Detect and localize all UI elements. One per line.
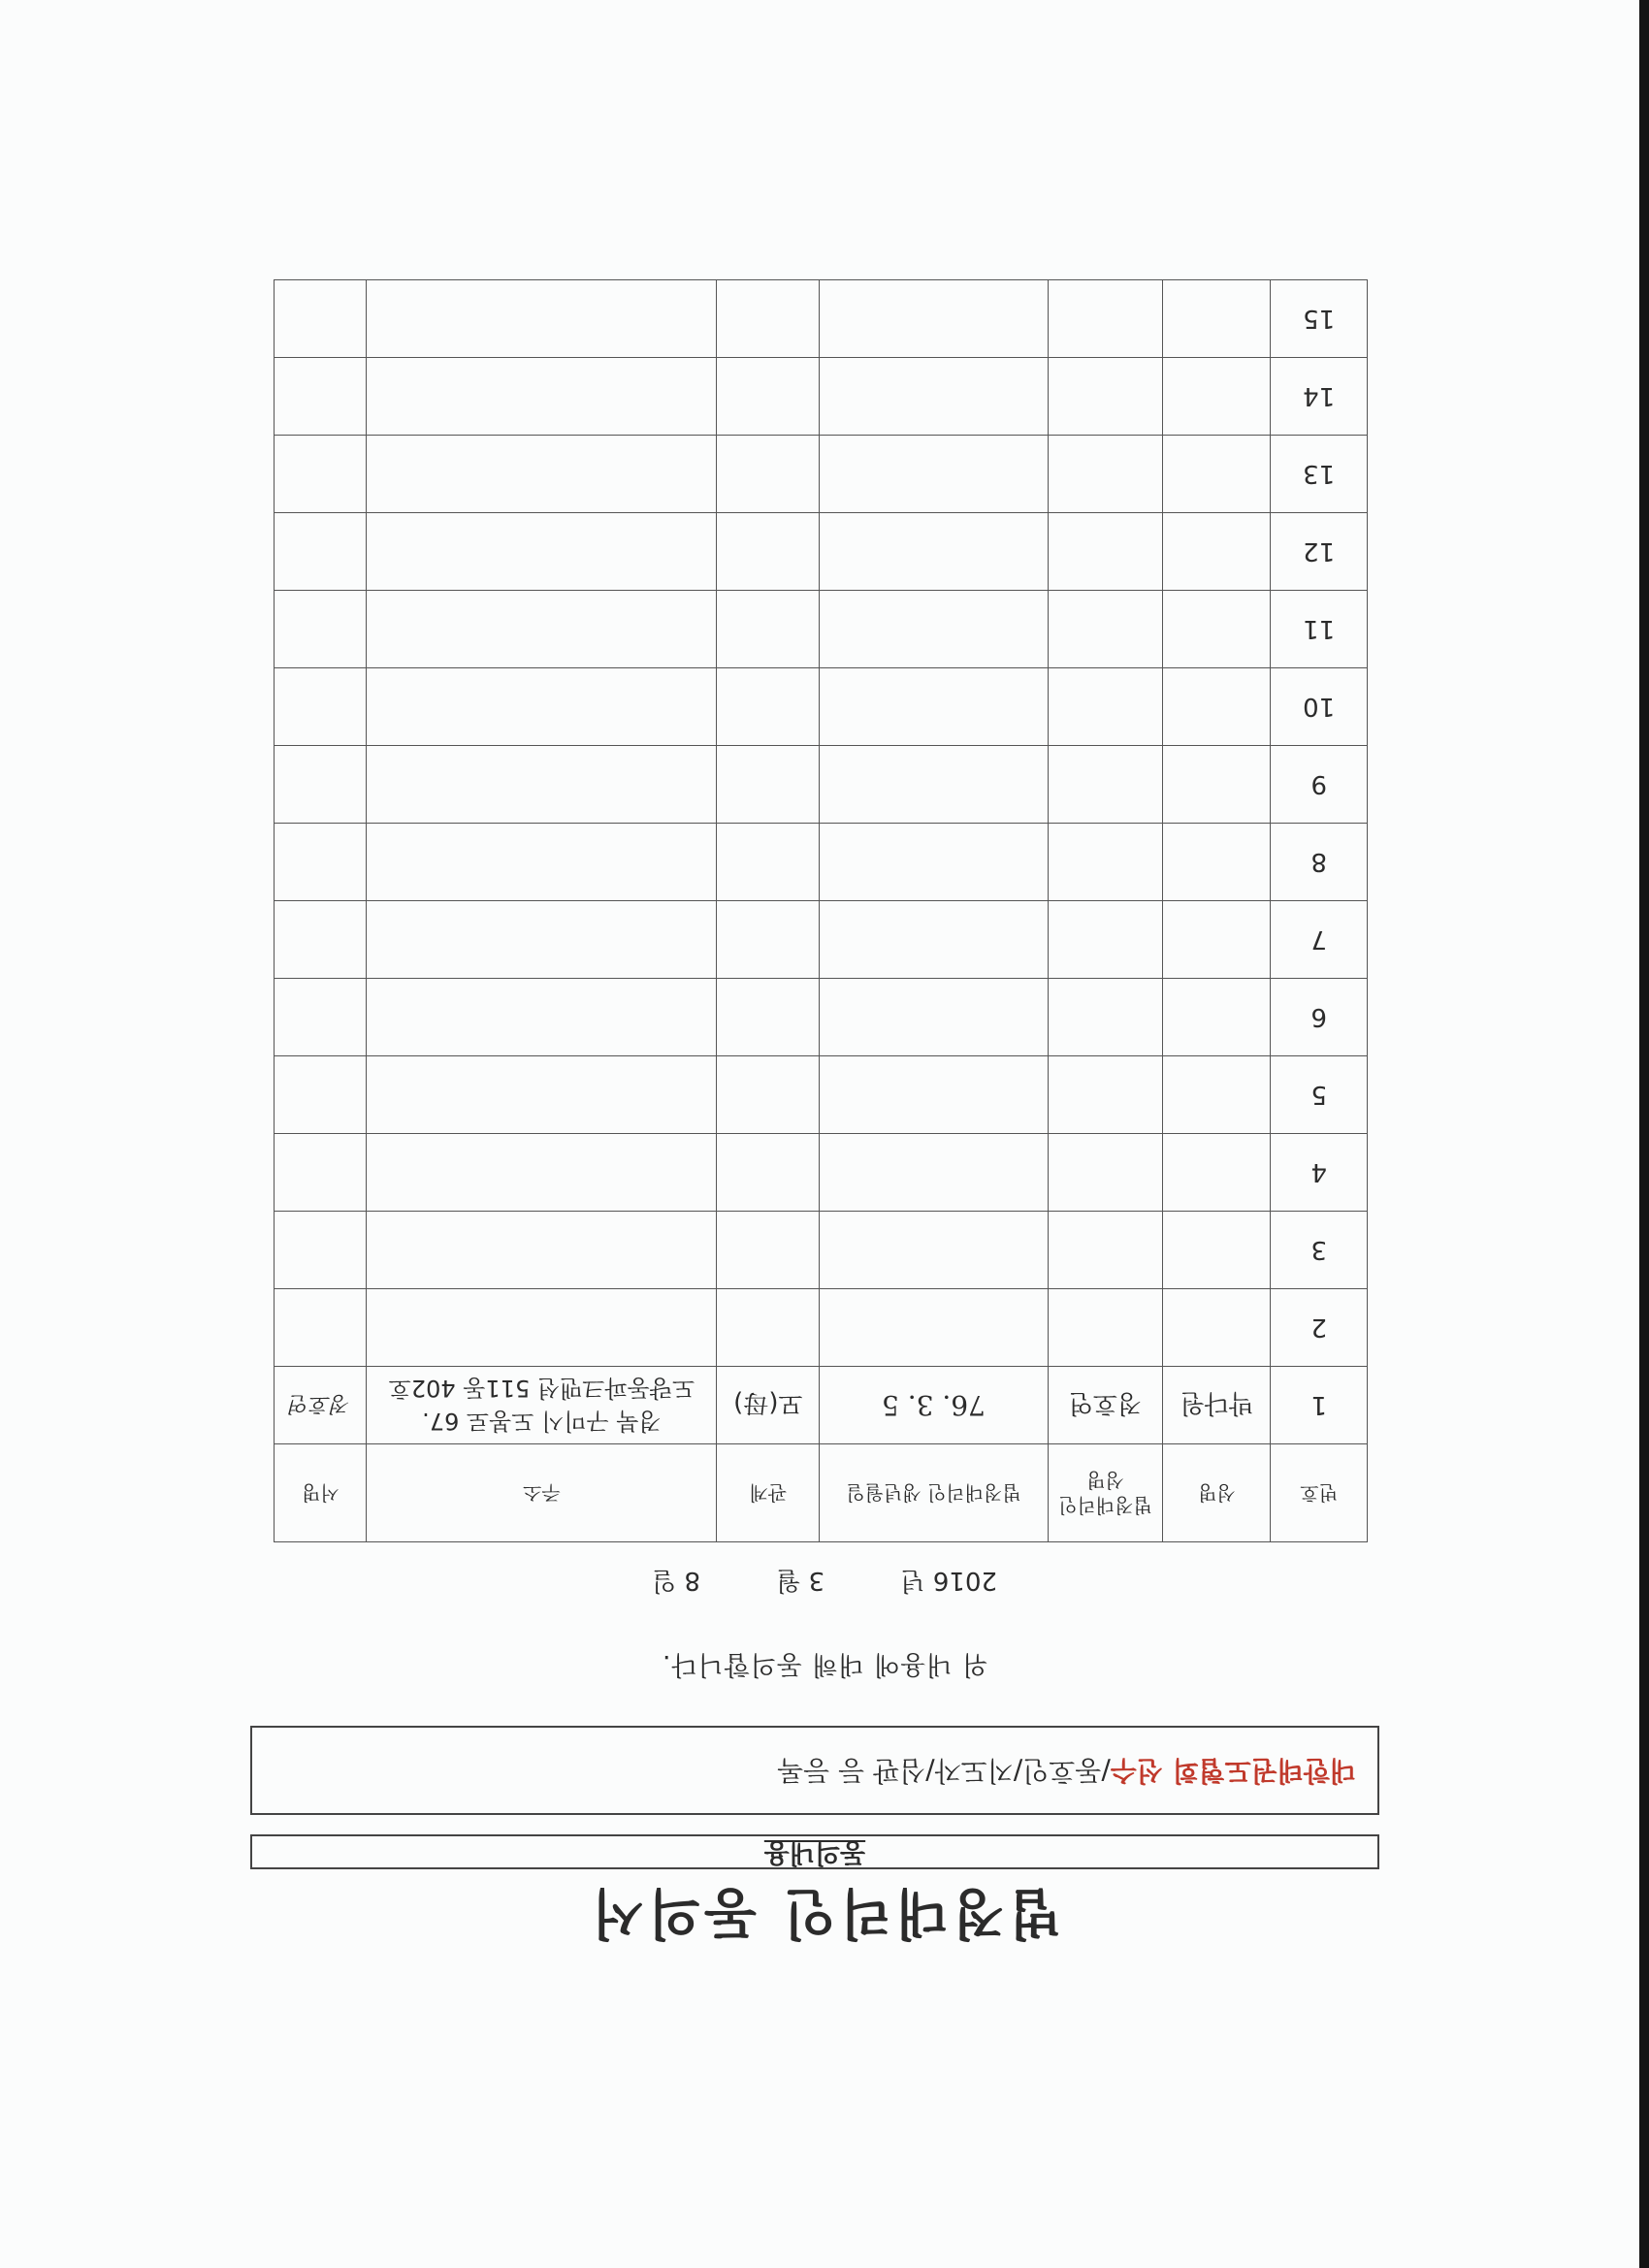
cell-no: 9 [1271, 746, 1368, 824]
cell-relation [717, 668, 820, 746]
cell-guardian-name [1048, 979, 1163, 1056]
cell-name [1163, 1212, 1271, 1289]
handwritten-signature: 정호연 [289, 1391, 352, 1415]
cell-guardian-name [1048, 1056, 1163, 1134]
cell-relation [717, 358, 820, 436]
consent-header-label: 동의내용 [763, 1837, 866, 1867]
cell-address [367, 824, 717, 901]
cell-name [1163, 1134, 1271, 1212]
cell-no: 6 [1271, 979, 1368, 1056]
cell-signature [275, 824, 367, 901]
cell-address [367, 668, 717, 746]
cell-relation [717, 1134, 820, 1212]
cell-guardian-dob [820, 358, 1048, 436]
cell-name [1163, 901, 1271, 979]
consent-rest: /동호인/지도자/심판 등 등록 [777, 1755, 1111, 1787]
cell-signature [275, 901, 367, 979]
consent-content [250, 1726, 1379, 1815]
cell-no: 15 [1271, 280, 1368, 358]
cell-guardian-dob [820, 436, 1048, 513]
cell-guardian-dob [820, 979, 1048, 1056]
cell-relation [717, 1212, 820, 1289]
cell-address [367, 979, 717, 1056]
scan-edge [1639, 0, 1649, 2268]
cell-guardian-name [1048, 280, 1163, 358]
cell-guardian-name [1048, 513, 1163, 591]
date-month: 3 월 [776, 1566, 825, 1595]
cell-guardian-dob [820, 746, 1048, 824]
cell-guardian-name [1048, 901, 1163, 979]
cell-name: 박다원 [1163, 1367, 1271, 1444]
table-row [275, 1056, 1368, 1134]
cell-relation [717, 979, 820, 1056]
cell-guardian-name [1048, 1212, 1163, 1289]
cell-relation [717, 901, 820, 979]
cell-no: 12 [1271, 513, 1368, 591]
cell-no: 13 [1271, 436, 1368, 513]
cell-guardian-dob [820, 280, 1048, 358]
cell-guardian-dob [820, 668, 1048, 746]
cell-relation [717, 1056, 820, 1134]
cell-guardian-dob [820, 591, 1048, 668]
table-row [275, 513, 1368, 591]
cell-guardian-dob: 76. 3. 5 [820, 1367, 1048, 1444]
table-row [275, 1134, 1368, 1212]
header-name: 성명 [1163, 1444, 1271, 1542]
address-line-1: 경북 구미시 도봉로 67. [422, 1408, 662, 1436]
table-row [275, 979, 1368, 1056]
cell-relation [717, 591, 820, 668]
cell-guardian-name [1048, 1289, 1163, 1367]
cell-address [367, 591, 717, 668]
cell-guardian-dob [820, 1289, 1048, 1367]
cell-guardian-name [1048, 824, 1163, 901]
cell-no: 3 [1271, 1212, 1368, 1289]
table-row [275, 1289, 1368, 1367]
table-row [275, 280, 1368, 358]
cell-guardian-name [1048, 436, 1163, 513]
cell-guardian-name [1048, 746, 1163, 824]
table-row [275, 746, 1368, 824]
cell-name [1163, 824, 1271, 901]
header-no: 번호 [1271, 1444, 1368, 1542]
header-signature: 서명 [275, 1444, 367, 1542]
cell-address [367, 436, 717, 513]
cell-guardian-name [1048, 591, 1163, 668]
cell-relation: 모(母) [717, 1367, 820, 1444]
cell-relation [717, 746, 820, 824]
cell-signature [275, 1134, 367, 1212]
date-line [0, 1565, 1649, 1601]
cell-address [367, 1134, 717, 1212]
cell-no: 1 [1271, 1367, 1368, 1444]
cell-guardian-dob [820, 513, 1048, 591]
table-row [275, 436, 1368, 513]
cell-address [367, 901, 717, 979]
cell-signature [275, 746, 367, 824]
guardian-table [274, 279, 1368, 1542]
cell-signature [275, 668, 367, 746]
cell-guardian-dob [820, 1212, 1048, 1289]
consent-highlight: 대한태권도협회 선수 [1110, 1755, 1356, 1787]
cell-signature [275, 513, 367, 591]
header-guardian-dob: 법정대리인 생년월일 [820, 1444, 1048, 1542]
cell-address [367, 513, 717, 591]
header-relation: 관계 [717, 1444, 820, 1542]
cell-no: 5 [1271, 1056, 1368, 1134]
cell-signature [275, 1056, 367, 1134]
header-address: 주소 [367, 1444, 717, 1542]
cell-address [367, 1289, 717, 1367]
table-header-row [275, 1444, 1368, 1542]
cell-address [367, 358, 717, 436]
cell-relation [717, 280, 820, 358]
cell-guardian-name [1048, 668, 1163, 746]
table-row [275, 824, 1368, 901]
date-day: 8 일 [652, 1566, 700, 1595]
cell-name [1163, 979, 1271, 1056]
cell-signature [275, 436, 367, 513]
cell-name [1163, 1289, 1271, 1367]
cell-no: 7 [1271, 901, 1368, 979]
cell-relation [717, 824, 820, 901]
cell-address [367, 1367, 717, 1444]
cell-address [367, 746, 717, 824]
cell-guardian-dob [820, 824, 1048, 901]
table-row [275, 1212, 1368, 1289]
cell-relation [717, 436, 820, 513]
consent-header [250, 1834, 1379, 1869]
cell-name [1163, 668, 1271, 746]
cell-signature [275, 591, 367, 668]
cell-no: 10 [1271, 668, 1368, 746]
cell-address [367, 1056, 717, 1134]
cell-no: 2 [1271, 1289, 1368, 1367]
header-guardian-name: 법정대리인 성명 [1048, 1444, 1163, 1542]
cell-relation [717, 513, 820, 591]
table-row [275, 901, 1368, 979]
cell-signature [275, 358, 367, 436]
cell-no: 8 [1271, 824, 1368, 901]
cell-signature [275, 979, 367, 1056]
cell-relation [717, 1289, 820, 1367]
cell-name [1163, 436, 1271, 513]
date-year: 2016 년 [900, 1566, 997, 1595]
cell-name [1163, 280, 1271, 358]
cell-name [1163, 1056, 1271, 1134]
cell-address [367, 1212, 717, 1289]
cell-signature [275, 280, 367, 358]
cell-no: 4 [1271, 1134, 1368, 1212]
cell-guardian-dob [820, 901, 1048, 979]
cell-name [1163, 513, 1271, 591]
cell-name [1163, 358, 1271, 436]
cell-guardian-name: 정호연 [1048, 1367, 1163, 1444]
cell-signature [275, 1367, 367, 1444]
cell-signature [275, 1212, 367, 1289]
cell-no: 14 [1271, 358, 1368, 436]
table-row [275, 1367, 1368, 1444]
cell-guardian-name [1048, 1134, 1163, 1212]
cell-name [1163, 746, 1271, 824]
table-row [275, 591, 1368, 668]
agreement-statement: 위 내용에 대해 동의합니다. [661, 1649, 988, 1679]
cell-guardian-dob [820, 1134, 1048, 1212]
table-row [275, 358, 1368, 436]
table-row [275, 668, 1368, 746]
cell-guardian-name [1048, 358, 1163, 436]
cell-signature [275, 1289, 367, 1367]
cell-address [367, 280, 717, 358]
page-title: 법정대리인 동의서 [587, 1881, 1062, 1944]
cell-guardian-dob [820, 1056, 1048, 1134]
cell-name [1163, 591, 1271, 668]
address-line-2: 도량동파크맨션 511동 402호 [388, 1375, 695, 1403]
cell-no: 11 [1271, 591, 1368, 668]
